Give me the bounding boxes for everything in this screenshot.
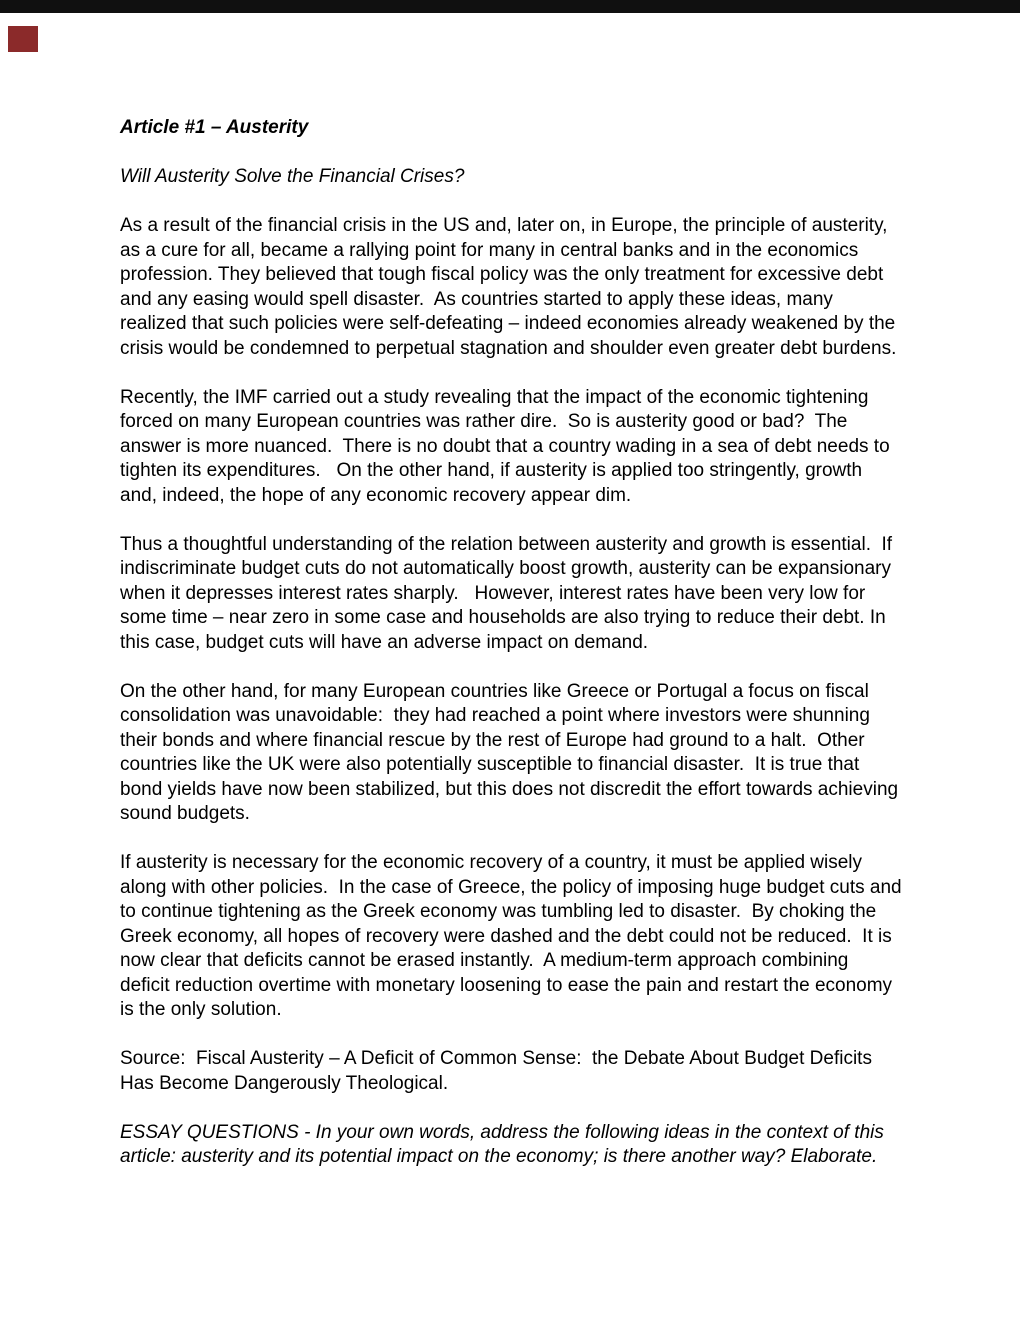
paragraph: Thus a thoughtful understanding of the relation between austerity and growth is essential. If indiscriminate budget cuts do not automatically boost growth, austerity can be expansionary when it depresses interest rates sharply. However, interest rates have been very low for some time – near zero in some case and households are also trying to reduce their debt. In this case, budget cuts will have an adverse impact on demand. — [120, 533, 898, 653]
paragraph: As a result of the financial crisis in the US and, later on, in Europe, the principle of austerity, as a cure for all, became a rallying point for many in central banks and in the economics profession. They believed that tough fiscal policy was the only treatment for excessive debt and any easing would spell disaster. As countries started to apply these ideas, many realized that such policies were self-defeating – indeed economies already weakened by the crisis would be condemned to perpetual stagnation and shoulder even greater debt burdens. — [120, 215, 901, 359]
corner-mark — [8, 26, 38, 52]
paragraph: Source: Fiscal Austerity – A Deficit of Common Sense: the Debate About Budget Deficits Has Become Dangerously Theological. — [120, 1048, 878, 1094]
paragraph: Recently, the IMF carried out a study revealing that the impact of the economic tightening forced on many European countries was rather dire. So is austerity good or bad? The answer is more nuanced. There is no doubt that a country wading in a sea of debt needs to tighten its expenditures. On the other hand, if austerity is applied too stringently, growth and, indeed, the hope of any economic recovery appear dim. — [120, 386, 895, 506]
document-body — [120, 214, 907, 1170]
paragraph: If austerity is necessary for the economic recovery of a country, it must be applied wisely along with other policies. In the case of Greece, the policy of imposing huge budget cuts and to continue tightening as the Greek economy was tumbling led to disaster. By choking the Greek economy, all hopes of recovery were dashed and the debt could not be reduced. It is now clear that deficits cannot be erased instantly. A medium-term approach combining deficit reduction overtime with monetary loosening to ease the pain and restart the economy is the only solution. — [120, 852, 907, 1020]
paragraph: On the other hand, for many European countries like Greece or Portugal a focus on fiscal consolidation was unavoidable: they had reached a point where investors were shunning their bonds and where financial rescue by the rest of Europe had ground to a halt. Other countries like the UK were also potentially susceptible to financial disaster. It is true that bond yields have now been stabilized, but this does not discredit the effort towards achieving sound budgets. — [120, 680, 904, 824]
page-title: Article #1 – Austerity — [120, 117, 309, 138]
document-subtitle: Will Austerity Solve the Financial Crises? — [120, 166, 465, 187]
window-top-bar — [0, 0, 1020, 13]
paragraph: ESSAY QUESTIONS - In your own words, address the following ideas in the context of this article: austerity and its potential impact on the economy; is there another way? Elaborate. — [120, 1121, 890, 1167]
document-page — [120, 116, 907, 1194]
